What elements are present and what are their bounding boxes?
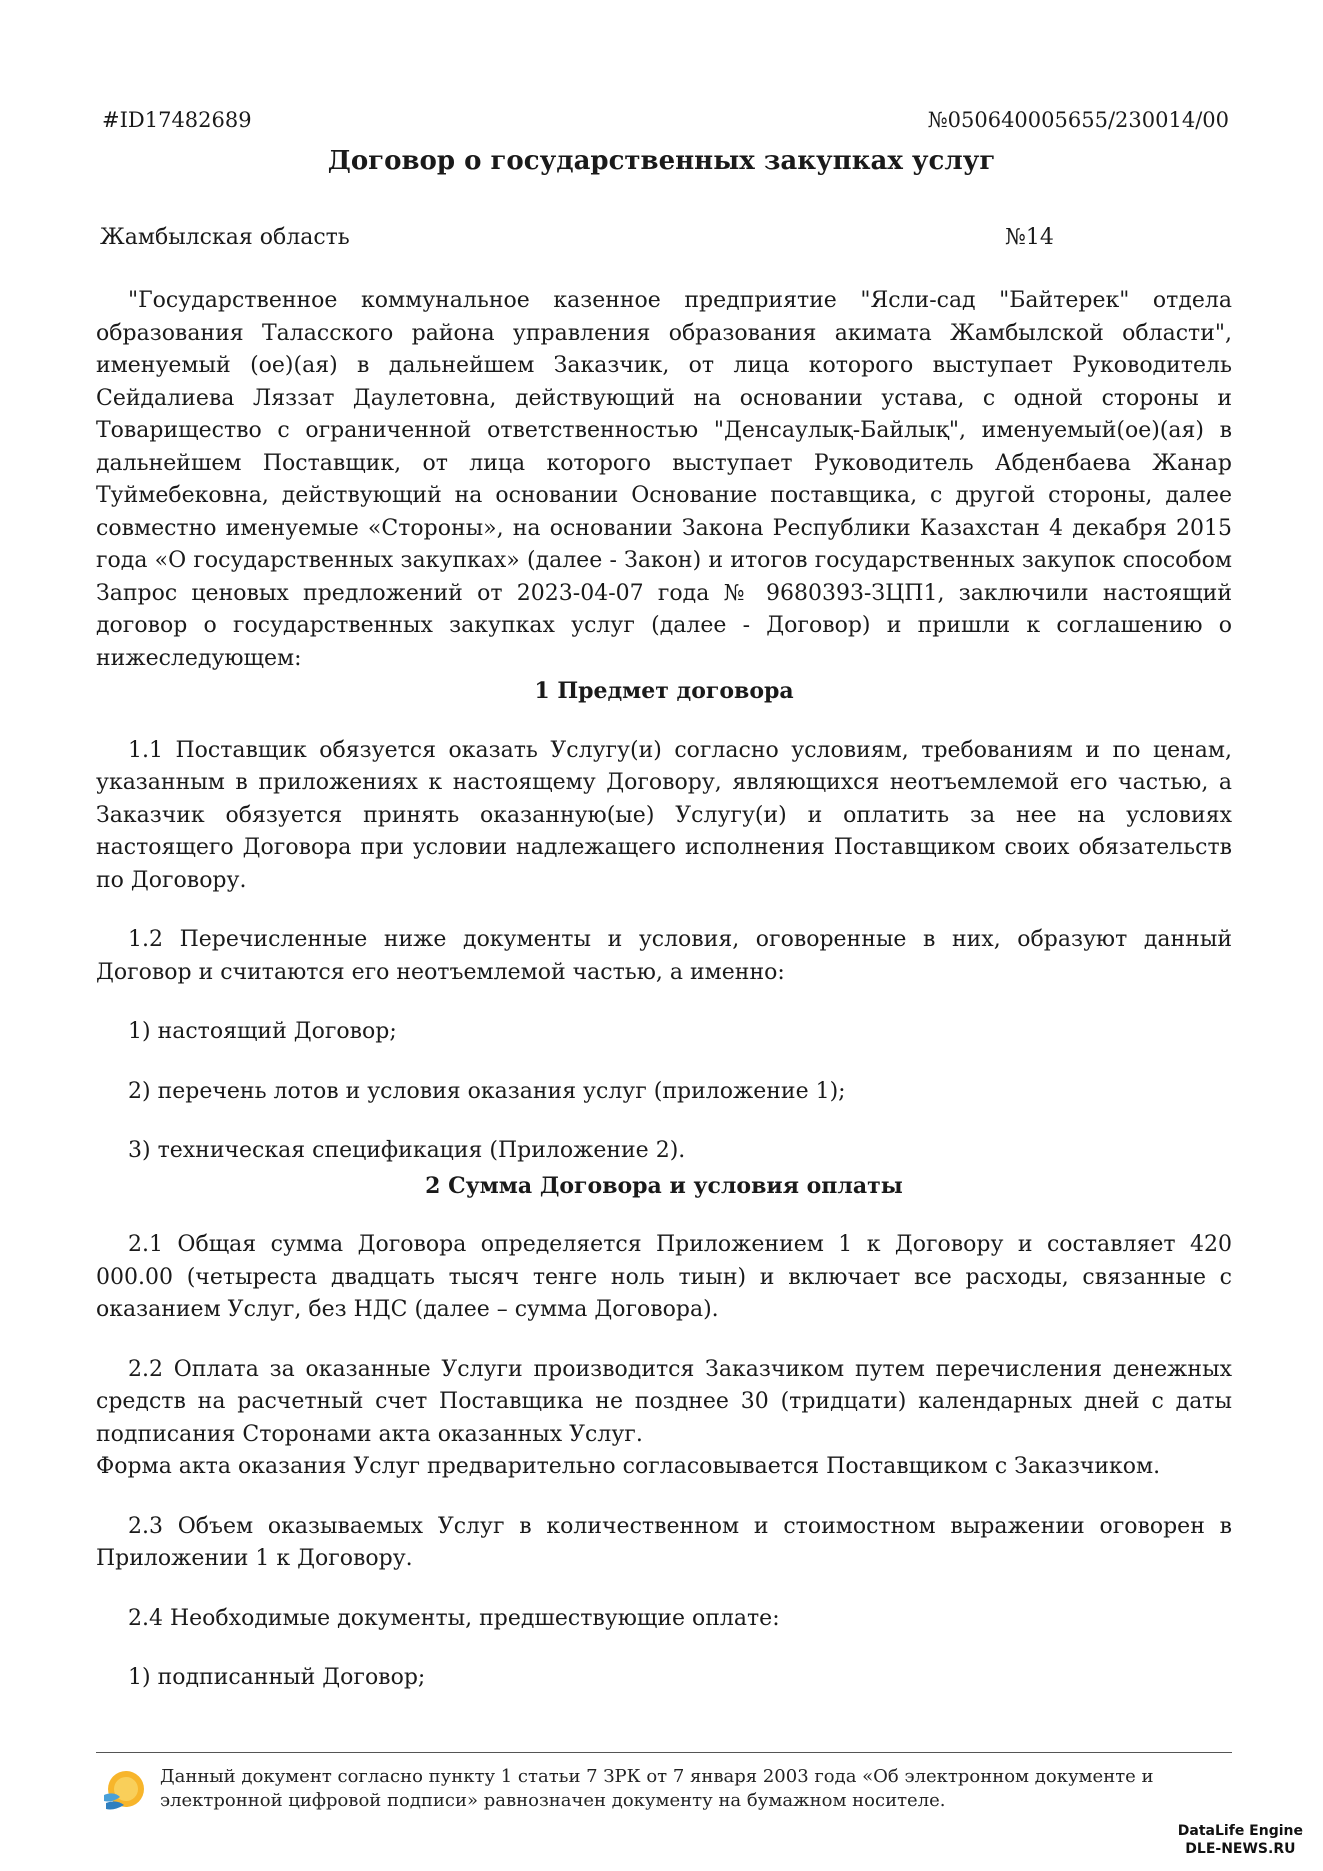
- document-id: #ID17482689: [102, 108, 252, 132]
- document-title: Договор о государственных закупках услуг: [327, 146, 996, 176]
- watermark-line-2: DLE-NEWS.RU: [1185, 1841, 1296, 1857]
- list-item: 1) подписанный Договор;: [128, 1665, 426, 1690]
- clause-1-2: 1.2 Перечисленные ниже документы и условия, оговоренные в них, образуют данный Договор и считаются его неотъемлемой частью, а именно:: [96, 927, 1232, 985]
- clause-1-1: 1.1 Поставщик обязуется оказать Услугу(и) согласно условиям, требованиям и по ценам, указанным в приложениях к настоящему Договору, являющихся неотъемлемой его частью, а Заказчик обязуется принять оказанную(ые) Услугу(и) и оплатить за нее на условиях настоящего Договора при условии надлежащего исполнения Поставщиком своих обязательств по Договору.: [96, 737, 1232, 893]
- watermark-line-1: DataLife Engine: [1177, 1823, 1303, 1839]
- region-label: Жамбылская область: [100, 225, 350, 250]
- footer-legal-note: Данный документ согласно пункту 1 статьи 7 ЗРК от 7 января 2003 года «Об электронном документе и электронной цифровой подписи» равнозначен документу на бумажном носителе.: [160, 1766, 1154, 1811]
- clause-2-1: 2.1 Общая сумма Договора определяется Приложением 1 к Договору и составляет 420 000.00 (четыреста двадцать тысяч тенге ноль тиын) и включает все расходы, связанные с оказанием Услуг, без НДС (далее – сумма Договора).: [96, 1232, 1232, 1322]
- list-item: 1) настоящий Договор;: [128, 1019, 397, 1044]
- document-body: [96, 285, 1232, 1695]
- watermark: [1178, 1822, 1303, 1858]
- contract-number: №14: [1005, 225, 1054, 250]
- clause-2-2-continuation: Форма акта оказания Услуг предварительно согласовывается Поставщиком с Заказчиком.: [96, 1454, 1161, 1479]
- footer-divider: [96, 1752, 1232, 1753]
- clause-2-4: 2.4 Необходимые документы, предшествующие оплате:: [128, 1605, 780, 1631]
- clause-2-2: 2.2 Оплата за оказанные Услуги производится Заказчиком путем перечисления денежных средств на расчетный счет Поставщика не позднее 30 (тридцати) календарных дней с даты подписания Сторонами акта оказанных Услуг.: [96, 1356, 1232, 1447]
- section-1-title: 1 Предмет договора: [534, 678, 794, 704]
- preamble-paragraph: "Государственное коммунальное казенное предприятие "Ясли-сад "Байтерек" отдела образования Таласского района управления образования акимата Жамбылской области", именуемый (ое)(ая) в дальнейшем Заказчик, от лица которого выступает Руководитель Сейдалиева Ляззат Даулетовна, действующий на основании устава, с одной стороны и Товарищество с ограниченной ответственностью "Денсаулық-Байлық", именуемый(ое)(ая) в дальнейшем Поставщик, от лица которого выступает Руководитель Абденбаева Жанар Туймебековна, действующий на основании Основание поставщика, с другой стороны, далее совместно именуемые «Стороны», на основании Закона Республики Казахстан 4 декабря 2015 года «О государственных закупках» (далее - Закон) и итогов государственных закупок способом Запрос ценовых предложений от 2023-04-07 года № 9680393-ЗЦП1, заключили настоящий договор о государственных закупках услуг (далее - Договор) и пришли к соглашению о нижеследующем:: [96, 288, 1232, 671]
- clause-2-3: 2.3 Объем оказываемых Услуг в количественном и стоимостном выражении оговорен в Приложении 1 к Договору.: [96, 1513, 1232, 1571]
- section-2-title: 2 Сумма Договора и условия оплаты: [425, 1172, 903, 1199]
- egov-sun-logo-icon: [100, 1765, 148, 1813]
- list-item: 3) техническая спецификация (Приложение 2).: [128, 1138, 686, 1163]
- document-registration-number: №050640005655/230014/00: [927, 108, 1229, 132]
- list-item: 2) перечень лотов и условия оказания услуг (приложение 1);: [128, 1078, 846, 1104]
